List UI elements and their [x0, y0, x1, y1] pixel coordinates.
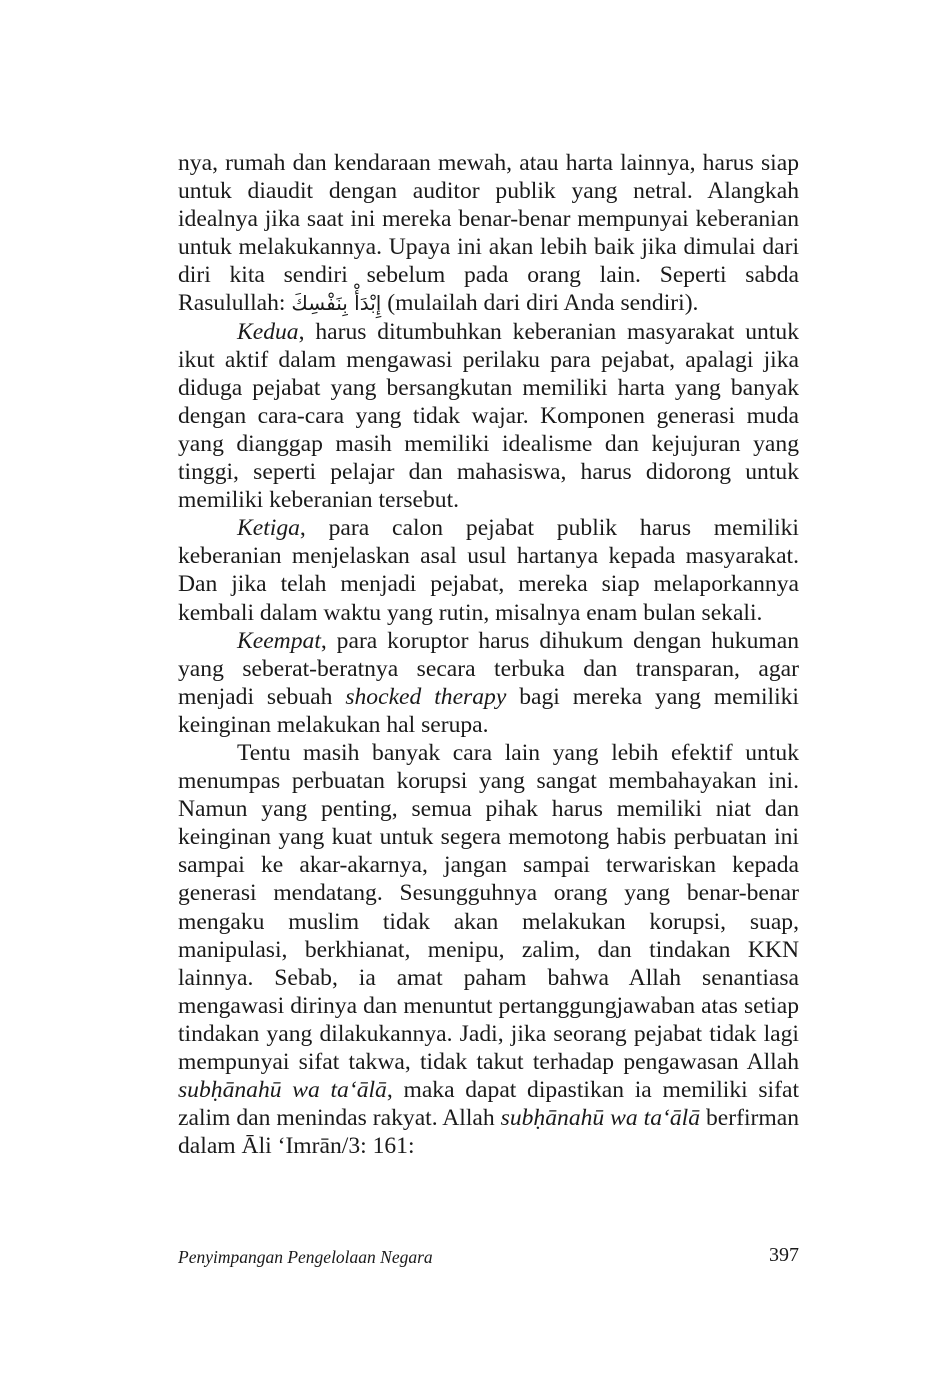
paragraph-tentu — [178, 739, 799, 1160]
text-segment: Tentu masih banyak cara lain yang lebih efektif untuk menumpas perbuatan korupsi yang sangat membahayakan ini. Namun yang penting, semua pihak harus memiliki niat dan keinginan yang kuat untuk segera memotong habis perbuatan ini sampai ke akar-akarnya, jangan sampai terwariskan kepada generasi mendatang. Sesungguhnya orang yang benar-benar mengaku muslim tidak akan melakukan korupsi, suap, manipulasi, berkhianat, menipu, zalim, dan tindakan KKN lainnya. Sebab, ia amat paham bahwa Allah senantiasa mengawasi dirinya dan menuntut pertanggungjawaban atas setiap tindakan yang dilakukannya. Jadi, jika seorang pejabat tidak lagi mempunyai sifat takwa, tidak takut terhadap pengawasan Allah — [178, 739, 799, 1075]
enumeration-term: Ketiga — [237, 515, 300, 542]
arabic-quote: إِبْدَأْ بِنَفْسِكَ — [291, 291, 382, 316]
text-segment: berfirman dalam Āli ‘Imrān/3: 161: — [178, 1105, 800, 1160]
body-text — [178, 149, 799, 1160]
text-segment: , maka dapat dipastikan ia memiliki sifat zalim dan menindas rakyat. Allah — [178, 1077, 799, 1132]
page-number: 397 — [769, 1244, 799, 1266]
enumeration-term: Keempat — [237, 627, 321, 654]
paragraph-continuation — [178, 149, 799, 318]
text-segment: (mulailah dari diri Anda sendiri). — [381, 290, 699, 317]
paragraph-kedua — [178, 318, 799, 515]
honorific-term: subḥānahū wa ta‘ālā — [500, 1105, 701, 1132]
text-segment: nya, rumah dan kendaraan mewah, atau harta lainnya, harus siap untuk diaudit dengan auditor publik yang netral. Alangkah idealnya jika saat ini mereka benar-benar mempunyai keberanian untuk melakukannya. Upaya ini akan lebih baik jika dimulai dari diri kita sendiri sebelum pada orang lain. Seperti sabda Rasulullah: — [178, 150, 799, 317]
enumeration-term: Kedua — [237, 318, 299, 345]
text-segment: , para calon pejabat publik harus memiliki keberanian menjelaskan asal usul hartanya kepada masyarakat. Dan jika telah menjadi pejabat, mereka siap melaporkannya kembali dalam waktu yang rutin, misalnya enam bulan sekali. — [178, 515, 799, 626]
paragraph-keempat — [178, 627, 799, 739]
foreign-term: shocked therapy — [345, 683, 507, 710]
text-segment: bagi mereka yang memiliki keinginan melakukan hal serupa. — [178, 683, 799, 738]
paragraph-ketiga — [178, 514, 799, 626]
text-segment: , harus ditumbuhkan keberanian masyarakat untuk ikut aktif dalam mengawasi perilaku para pejabat, apalagi jika diduga pejabat yang bersangkutan memiliki harta yang banyak dengan cara-cara yang tidak wajar. Komponen generasi muda yang dianggap masih memiliki idealisme dan kejujuran yang tinggi, seperti pelajar dan mahasiswa, harus didorong untuk memiliki keberanian tersebut. — [178, 318, 799, 514]
text-segment: , para koruptor harus dihukum dengan hukuman yang seberat-beratnya secara terbuka dan transparan, agar menjadi sebuah — [178, 627, 799, 710]
honorific-term: subḥānahū wa ta‘ālā — [178, 1077, 387, 1104]
page-footer — [178, 1244, 799, 1271]
running-title: Penyimpangan Pengelolaan Negara — [178, 1247, 433, 1267]
